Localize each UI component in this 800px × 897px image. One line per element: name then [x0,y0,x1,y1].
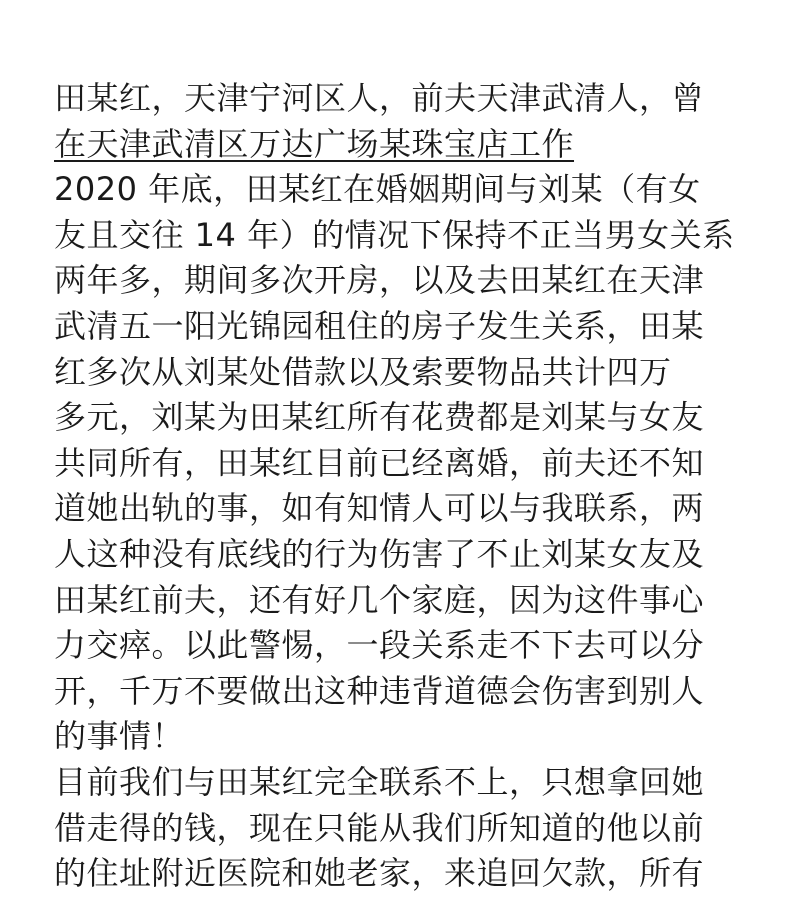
note-line: 2020 年底，田某红在婚姻期间与刘某（有女 [54,170,701,209]
note-line: 的事情！ [54,717,185,756]
note-line: 武清五一阳光锦园租住的房子发生关系，田某 [54,306,705,345]
note-line: 多元，刘某为田某红所有花费都是刘某与女友 [54,398,705,437]
note-line: 在天津武清区万达广场某珠宝店工作 [54,124,575,163]
note-line: 红多次从刘某处借款以及索要物品共计四万 [54,352,672,391]
note-line: 两年多，期间多次开房，以及去田某红在天津 [54,261,705,300]
note-line: 的住址附近医院和她老家，来追回欠款，所有 [54,854,705,893]
note-line: 力交瘁。以此警惕，一段关系走不下去可以分 [54,626,705,665]
note-line: 道她出轨的事，如有知情人可以与我联系，两 [54,489,705,528]
note-line: 田某红前夫，还有好几个家庭，因为这件事心 [54,580,705,619]
note-line: 人这种没有底线的行为伤害了不止刘某女友及 [54,534,705,573]
note-line: 目前我们与田某红完全联系不上，只想拿回她 [54,762,705,801]
note-line: 友且交往 14 年）的情况下保持不正当男女关系 [54,215,735,254]
note-line: 借走得的钱，现在只能从我们所知道的他以前 [54,808,705,847]
note-line: 共同所有，田某红目前已经离婚，前夫还不知 [54,443,705,482]
note-line: 开，千万不要做出这种违背道德会伤害到别人 [54,671,705,710]
note-body [54,76,754,897]
note-line: 田某红，天津宁河区人，前夫天津武清人，曾 [54,79,705,117]
